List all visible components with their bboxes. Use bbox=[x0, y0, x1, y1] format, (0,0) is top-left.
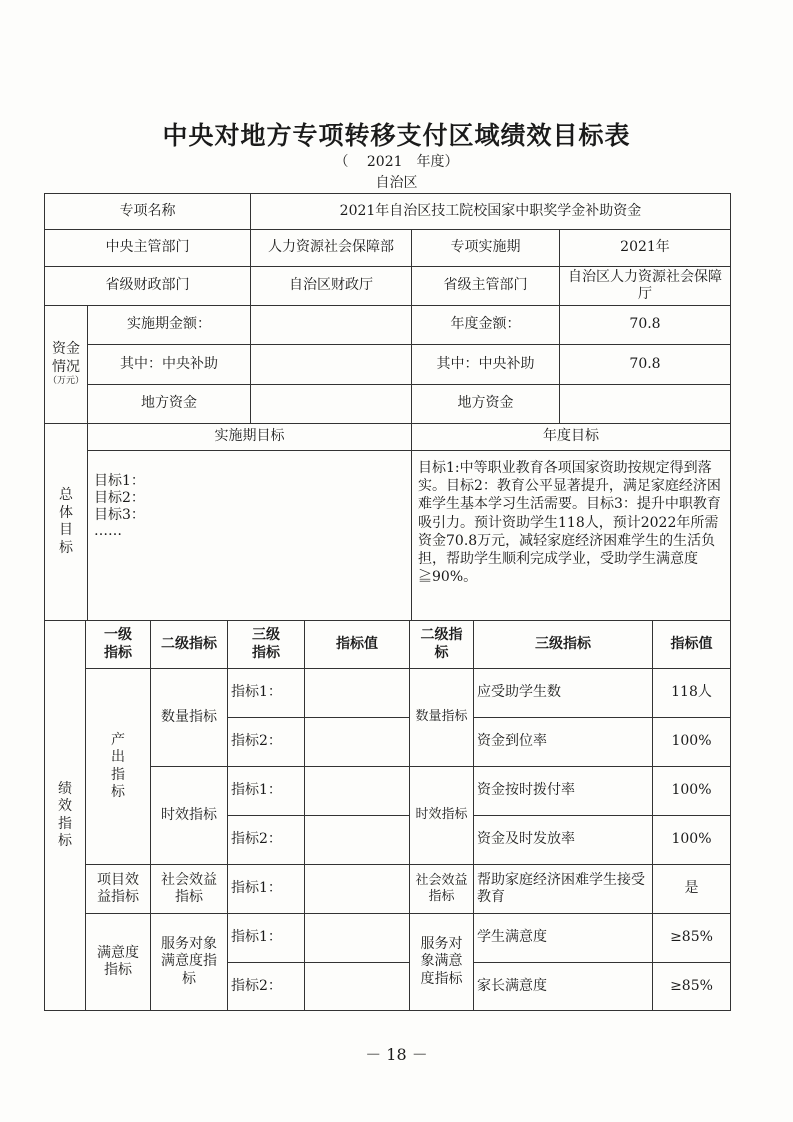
header-level1: 一级指标 bbox=[85, 620, 151, 669]
annual-central-label: 其中：中央补助 bbox=[411, 344, 560, 385]
level2-left-service: 服务对象满意度指标 bbox=[150, 913, 228, 1011]
prov-finance: 自治区财政厅 bbox=[250, 266, 412, 306]
annual-local-label: 地方资金 bbox=[411, 384, 560, 424]
period-central bbox=[250, 344, 412, 385]
level2-left-quantity: 数量指标 bbox=[150, 668, 228, 767]
period-label: 专项实施期 bbox=[411, 229, 560, 267]
period-goals bbox=[87, 450, 412, 621]
header-level2-left: 二级指标 bbox=[150, 620, 228, 669]
value-left-2 bbox=[304, 717, 410, 767]
annual-total-label: 年度金额： bbox=[411, 305, 560, 345]
value-left-4 bbox=[304, 815, 410, 865]
period-local-label: 地方资金 bbox=[87, 384, 251, 424]
value-left-7 bbox=[304, 962, 410, 1011]
level3-left-6: 指标1： bbox=[227, 913, 305, 963]
level3-right-1: 应受助学生数 bbox=[473, 668, 653, 718]
annual-local bbox=[559, 384, 731, 424]
level3-left-3: 指标1： bbox=[227, 766, 305, 816]
level2-right-quantity: 数量指标 bbox=[409, 668, 474, 767]
period-goal-more: …… bbox=[94, 523, 122, 540]
year-subtitle: （ 2021 年度） bbox=[334, 154, 459, 170]
annual-goals-header: 年度目标 bbox=[411, 423, 731, 451]
goals-label: 总体目标 bbox=[44, 423, 88, 621]
annual-goals-text: 目标1:中等职业教育各项国家资助按规定得到落实。目标2：教育公平显著提升，满足家庭经济困难学生基本学习生活需要。目标3：提升中职教育吸引力。预计资助学生118人，预计2022年所需资金70.8万元，减轻家庭经济困难学生的生活负担，帮助学生顺利完成学业，受助学生满意度≧90%。 bbox=[418, 460, 721, 586]
period-goal-3: 目标3： bbox=[94, 506, 145, 523]
value-left-3 bbox=[304, 766, 410, 816]
value-right-7: ≥85% bbox=[652, 962, 731, 1011]
document-title: 中央对地方专项转移支付区域绩效目标表 bbox=[162, 121, 631, 150]
header-value-right: 指标值 bbox=[652, 620, 731, 669]
prov-dept: 自治区人力资源社会保障厅 bbox=[559, 266, 731, 306]
level1-satisfaction: 满意度指标 bbox=[85, 913, 151, 1011]
period-total bbox=[250, 305, 412, 345]
value-right-1: 118人 bbox=[652, 668, 731, 718]
header-level3-left: 三级指标 bbox=[227, 620, 305, 669]
funds-label: 资金情况 bbox=[52, 341, 80, 375]
central-dept-label: 中央主管部门 bbox=[44, 229, 251, 267]
period-local bbox=[250, 384, 412, 424]
level3-left-5: 指标1： bbox=[227, 864, 305, 914]
funds-unit: （万元） bbox=[48, 376, 85, 387]
project-name-label: 专项名称 bbox=[44, 193, 251, 230]
level3-left-4: 指标2： bbox=[227, 815, 305, 865]
header-level2-right: 二级指标 bbox=[409, 620, 474, 669]
level2-right-timeliness: 时效指标 bbox=[409, 766, 474, 865]
value-right-4: 100% bbox=[652, 815, 731, 865]
value-right-5: 是 bbox=[652, 864, 731, 914]
level3-right-6: 学生满意度 bbox=[473, 913, 653, 963]
annual-total: 70.8 bbox=[559, 305, 731, 345]
prov-dept-label: 省级主管部门 bbox=[411, 266, 560, 306]
period-goal-1: 目标1： bbox=[94, 473, 145, 489]
level3-left-1: 指标1： bbox=[227, 668, 305, 718]
period-goal-2: 目标2： bbox=[94, 489, 145, 506]
level2-left-social: 社会效益指标 bbox=[150, 864, 228, 914]
period-total-label: 实施期金额： bbox=[87, 305, 251, 345]
value-left-6 bbox=[304, 913, 410, 963]
prov-finance-label: 省级财政部门 bbox=[44, 266, 251, 306]
level1-benefit: 项目效益指标 bbox=[85, 864, 151, 914]
header-value-left: 指标值 bbox=[304, 620, 410, 669]
value-right-2: 100% bbox=[652, 717, 731, 767]
value-right-3: 100% bbox=[652, 766, 731, 816]
level2-right-social: 社会效益指标 bbox=[409, 864, 474, 914]
page-number: － 18 － bbox=[365, 1045, 428, 1064]
funds-label-cell bbox=[44, 305, 88, 424]
level3-left-2: 指标2： bbox=[227, 717, 305, 767]
period-goals-header: 实施期目标 bbox=[87, 423, 412, 451]
level3-right-3: 资金按时拨付率 bbox=[473, 766, 653, 816]
level3-right-2: 资金到位率 bbox=[473, 717, 653, 767]
central-dept: 人力资源社会保障部 bbox=[250, 229, 412, 267]
level3-right-7: 家长满意度 bbox=[473, 962, 653, 1011]
level3-right-4: 资金及时发放率 bbox=[473, 815, 653, 865]
level1-output: 产出指标 bbox=[85, 668, 151, 865]
level2-right-service: 服务对象满意度指标 bbox=[409, 913, 474, 1011]
level3-left-7: 指标2： bbox=[227, 962, 305, 1011]
metrics-label: 绩效指标 bbox=[44, 620, 86, 1011]
value-left-5 bbox=[304, 864, 410, 914]
region-label: 自治区 bbox=[375, 175, 418, 191]
annual-central: 70.8 bbox=[559, 344, 731, 385]
header-level3-right: 三级指标 bbox=[473, 620, 653, 669]
level3-right-5: 帮助家庭经济困难学生接受教育 bbox=[473, 864, 653, 914]
period: 2021年 bbox=[559, 229, 731, 267]
annual-goals bbox=[411, 450, 731, 621]
period-central-label: 其中：中央补助 bbox=[87, 344, 251, 385]
value-left-1 bbox=[304, 668, 410, 718]
level2-left-timeliness: 时效指标 bbox=[150, 766, 228, 865]
value-right-6: ≥85% bbox=[652, 913, 731, 963]
project-name: 2021年自治区技工院校国家中职奖学金补助资金 bbox=[250, 193, 731, 230]
